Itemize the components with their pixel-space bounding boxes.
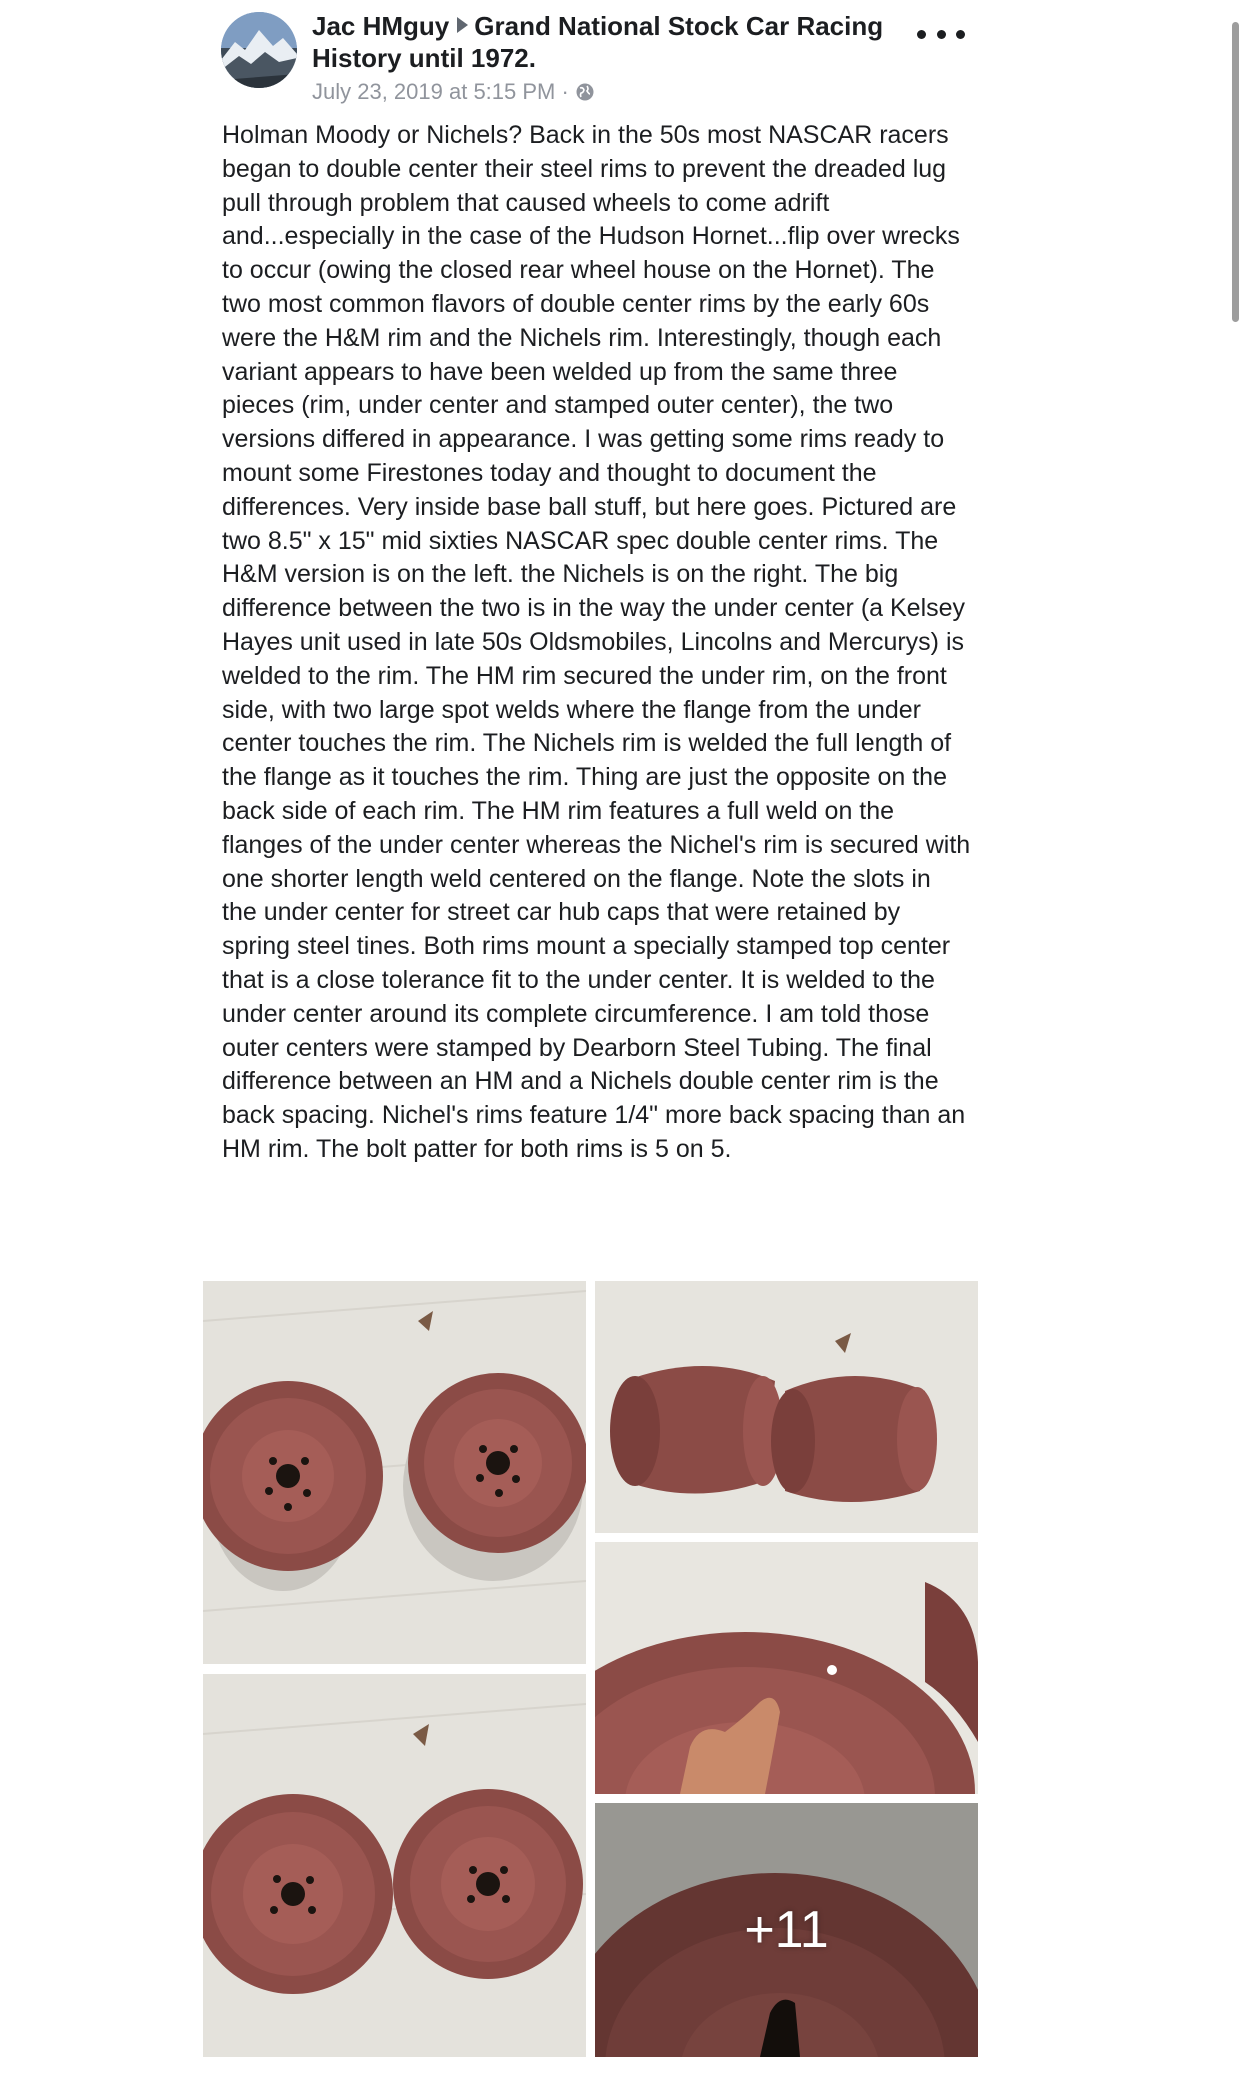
group-name[interactable]: Grand National Stock Car Racing History until 1972. (312, 11, 884, 73)
author-avatar[interactable] (221, 12, 297, 88)
post-meta (312, 78, 912, 109)
post-photo-1[interactable] (203, 1281, 586, 1664)
more-options-button[interactable] (917, 18, 965, 50)
author-line (312, 10, 912, 74)
more-options-icon (917, 30, 926, 39)
post-photo-5[interactable] (595, 1803, 978, 2057)
post-body: Holman Moody or Nichels? Back in the 50s most NASCAR racers began to double center their steel rims to prevent the dreaded lug pull through problem that caused wheels to come adrift and...especially in the case of the Hudson Hornet...flip over wrecks to occur (owing the closed rear wheel house on the Hornet). The two most common flavors of double center rims by the early 60s were the H&M rim and the Nichels rim. Interestingly, though each variant appears to have been welded up from the same three pieces (rim, under center and stamped outer center), the two versions differed in appearance. I was getting some rims ready to mount some Firestones today and thought to document the differences. Very inside base ball stuff, but here goes. Pictured are two 8.5" x 15" mid sixties NASCAR spec double center rims. The H&M version is on the left. the Nichels is on the right. The big difference between the two is in the way the under center (a Kelsey Hayes unit used in late 50s Oldsmobiles, Lincolns and Mercurys) is welded to the rim. The HM rim secured the under rim, on the front side, with two large spot welds where the flange from the under center touches the rim. The Nichels rim is welded the full length of the flange as it touches the rim. Thing are just the opposite on the back side of each rim. The HM rim features a full weld on the flanges of the under center whereas the Nichel's rim is secured with one shorter length weld centered on the flange. Note the slots in the under center for street car hub caps that were retained by spring steel tines. Both rims mount a specially stamped top center that is a close tolerance fit to the under center. It is welded to the under center around its complete circumference. I am told those outer centers were stamped by Dearborn Steel Tubing. The final difference between an HM and a Nichels double center rim is the back spacing. Nichel's rims feature 1/4" more back spacing than an HM rim. The bolt patter for both rims is 5 on 5. (222, 121, 971, 1163)
more-photos-count[interactable]: +11 (744, 1901, 829, 1959)
scrollbar[interactable] (1232, 22, 1239, 322)
post-photo-3[interactable] (595, 1542, 978, 1794)
post-photo-4[interactable] (203, 1674, 586, 2057)
author-name[interactable]: Jac HMguy (312, 11, 450, 41)
post-header (312, 10, 912, 109)
globe-icon (575, 81, 595, 109)
mountain-landscape-icon (221, 12, 297, 88)
meta-separator: · (561, 79, 569, 104)
post-timestamp[interactable]: July 23, 2019 at 5:15 PM (312, 79, 556, 104)
triangle-right-icon (457, 17, 468, 33)
post-photo-2[interactable] (595, 1281, 978, 1533)
